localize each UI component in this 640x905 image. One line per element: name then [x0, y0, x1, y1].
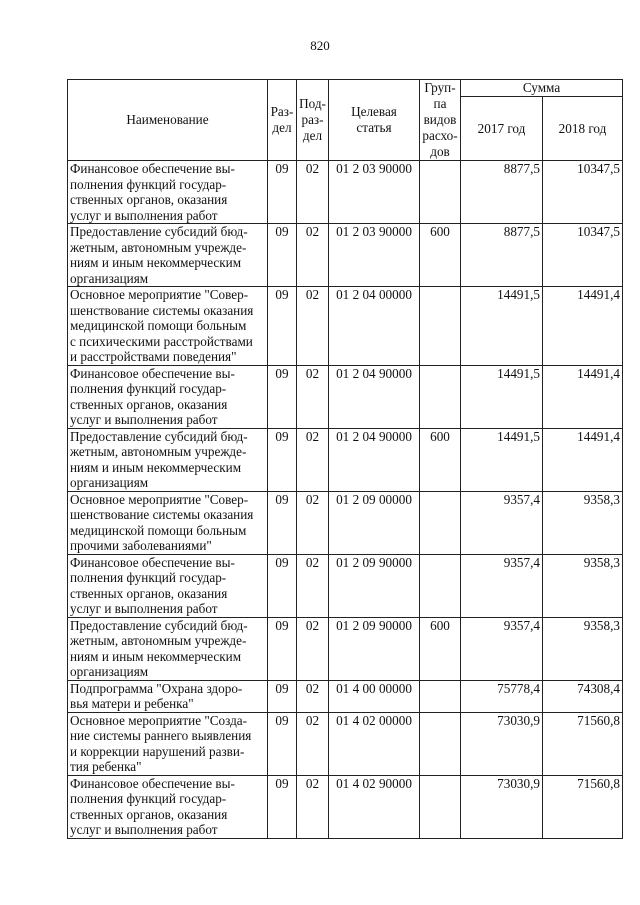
- cell-amount-2017: 75778,4: [461, 680, 543, 712]
- table-row: [68, 775, 623, 838]
- cell-name: Предоставление субсидий бюд- жетным, автономным учрежде- ниям и иным некоммерческим организациям: [68, 428, 268, 491]
- cell-amount-2017: 9357,4: [461, 617, 543, 680]
- cell-expense-group: [420, 491, 461, 554]
- cell-amount-2018: 14491,4: [543, 428, 623, 491]
- table-row: [68, 491, 623, 554]
- cell-expense-group: [420, 554, 461, 617]
- cell-target-article: 01 2 09 90000: [329, 554, 420, 617]
- cell-target-article: 01 4 02 90000: [329, 775, 420, 838]
- cell-name: Основное мероприятие "Созда- ние системы раннего выявления и коррекции нарушений разви- тия ребенка": [68, 712, 268, 775]
- cell-amount-2018: 9358,3: [543, 554, 623, 617]
- cell-razdel: 09: [268, 365, 297, 428]
- cell-name: Предоставление субсидий бюд- жетным, автономным учрежде- ниям и иным некоммерческим организациям: [68, 617, 268, 680]
- table-row: [68, 680, 623, 712]
- budget-table: [67, 79, 623, 839]
- table-row: [68, 365, 623, 428]
- cell-name: Финансовое обеспечение вы- полнения функций государ- ственных органов, оказания услуг и выполнения работ: [68, 161, 268, 224]
- cell-podrazdel: 02: [297, 224, 329, 287]
- cell-target-article: 01 2 03 90000: [329, 224, 420, 287]
- table-row: [68, 554, 623, 617]
- cell-target-article: 01 2 04 00000: [329, 287, 420, 366]
- cell-podrazdel: 02: [297, 775, 329, 838]
- table-row: [68, 287, 623, 366]
- table-row: [68, 224, 623, 287]
- header-target-article: Целевая статья: [329, 80, 420, 161]
- cell-amount-2018: 71560,8: [543, 712, 623, 775]
- cell-target-article: 01 2 04 90000: [329, 428, 420, 491]
- cell-podrazdel: 02: [297, 680, 329, 712]
- cell-amount-2017: 14491,5: [461, 365, 543, 428]
- cell-name: Финансовое обеспечение вы- полнения функций государ- ственных органов, оказания услуг и выполнения работ: [68, 554, 268, 617]
- cell-razdel: 09: [268, 554, 297, 617]
- cell-expense-group: [420, 161, 461, 224]
- cell-expense-group: [420, 712, 461, 775]
- cell-amount-2017: 8877,5: [461, 161, 543, 224]
- cell-razdel: 09: [268, 775, 297, 838]
- cell-razdel: 09: [268, 617, 297, 680]
- page-number: 820: [310, 38, 330, 53]
- cell-amount-2018: 9358,3: [543, 491, 623, 554]
- cell-podrazdel: 02: [297, 287, 329, 366]
- cell-target-article: 01 2 09 00000: [329, 491, 420, 554]
- header-sum: Сумма: [461, 80, 623, 97]
- cell-name: Финансовое обеспечение вы- полнения функций государ- ственных органов, оказания услуг и выполнения работ: [68, 775, 268, 838]
- header-year-2018: 2018 год: [543, 97, 623, 161]
- cell-amount-2017: 9357,4: [461, 554, 543, 617]
- cell-expense-group: [420, 287, 461, 366]
- cell-name: Финансовое обеспечение вы- полнения функций государ- ственных органов, оказания услуг и выполнения работ: [68, 365, 268, 428]
- cell-amount-2018: 9358,3: [543, 617, 623, 680]
- cell-amount-2018: 74308,4: [543, 680, 623, 712]
- table-body: [68, 161, 623, 839]
- cell-razdel: 09: [268, 680, 297, 712]
- cell-amount-2017: 73030,9: [461, 712, 543, 775]
- cell-name: Предоставление субсидий бюд- жетным, автономным учрежде- ниям и иным некоммерческим организациям: [68, 224, 268, 287]
- cell-expense-group: [420, 775, 461, 838]
- cell-razdel: 09: [268, 287, 297, 366]
- cell-razdel: 09: [268, 161, 297, 224]
- header-razdel: Раз- дел: [268, 80, 297, 161]
- cell-amount-2018: 14491,4: [543, 287, 623, 366]
- cell-podrazdel: 02: [297, 491, 329, 554]
- cell-target-article: 01 4 00 00000: [329, 680, 420, 712]
- cell-name: Основное мероприятие "Совер- шенствование системы оказания медицинской помощи больным прочими заболеваниями": [68, 491, 268, 554]
- cell-razdel: 09: [268, 428, 297, 491]
- cell-podrazdel: 02: [297, 161, 329, 224]
- cell-amount-2017: 9357,4: [461, 491, 543, 554]
- header-expense-group: Груп- па видов расхо- дов: [420, 80, 461, 161]
- cell-amount-2018: 71560,8: [543, 775, 623, 838]
- cell-razdel: 09: [268, 491, 297, 554]
- cell-amount-2018: 10347,5: [543, 161, 623, 224]
- cell-razdel: 09: [268, 224, 297, 287]
- cell-expense-group: 600: [420, 224, 461, 287]
- header-podrazdel: Под- раз- дел: [297, 80, 329, 161]
- cell-target-article: 01 2 09 90000: [329, 617, 420, 680]
- table-row: [68, 617, 623, 680]
- table-row: [68, 712, 623, 775]
- cell-amount-2017: 8877,5: [461, 224, 543, 287]
- table-row: [68, 428, 623, 491]
- cell-podrazdel: 02: [297, 712, 329, 775]
- cell-target-article: 01 4 02 00000: [329, 712, 420, 775]
- cell-podrazdel: 02: [297, 617, 329, 680]
- cell-amount-2017: 14491,5: [461, 287, 543, 366]
- cell-amount-2017: 14491,5: [461, 428, 543, 491]
- cell-expense-group: 600: [420, 617, 461, 680]
- cell-amount-2018: 14491,4: [543, 365, 623, 428]
- cell-podrazdel: 02: [297, 365, 329, 428]
- cell-podrazdel: 02: [297, 428, 329, 491]
- header-year-2017: 2017 год: [461, 97, 543, 161]
- cell-podrazdel: 02: [297, 554, 329, 617]
- cell-expense-group: 600: [420, 428, 461, 491]
- cell-name: Основное мероприятие "Совер- шенствование системы оказания медицинской помощи больным с психическими расстройствами и расстройствами поведения": [68, 287, 268, 366]
- header-name: Наименование: [68, 80, 268, 161]
- cell-expense-group: [420, 365, 461, 428]
- cell-razdel: 09: [268, 712, 297, 775]
- table-row: [68, 161, 623, 224]
- cell-expense-group: [420, 680, 461, 712]
- cell-target-article: 01 2 04 90000: [329, 365, 420, 428]
- cell-amount-2017: 73030,9: [461, 775, 543, 838]
- cell-amount-2018: 10347,5: [543, 224, 623, 287]
- cell-name: Подпрограмма "Охрана здоро- вья матери и ребенка": [68, 680, 268, 712]
- cell-target-article: 01 2 03 90000: [329, 161, 420, 224]
